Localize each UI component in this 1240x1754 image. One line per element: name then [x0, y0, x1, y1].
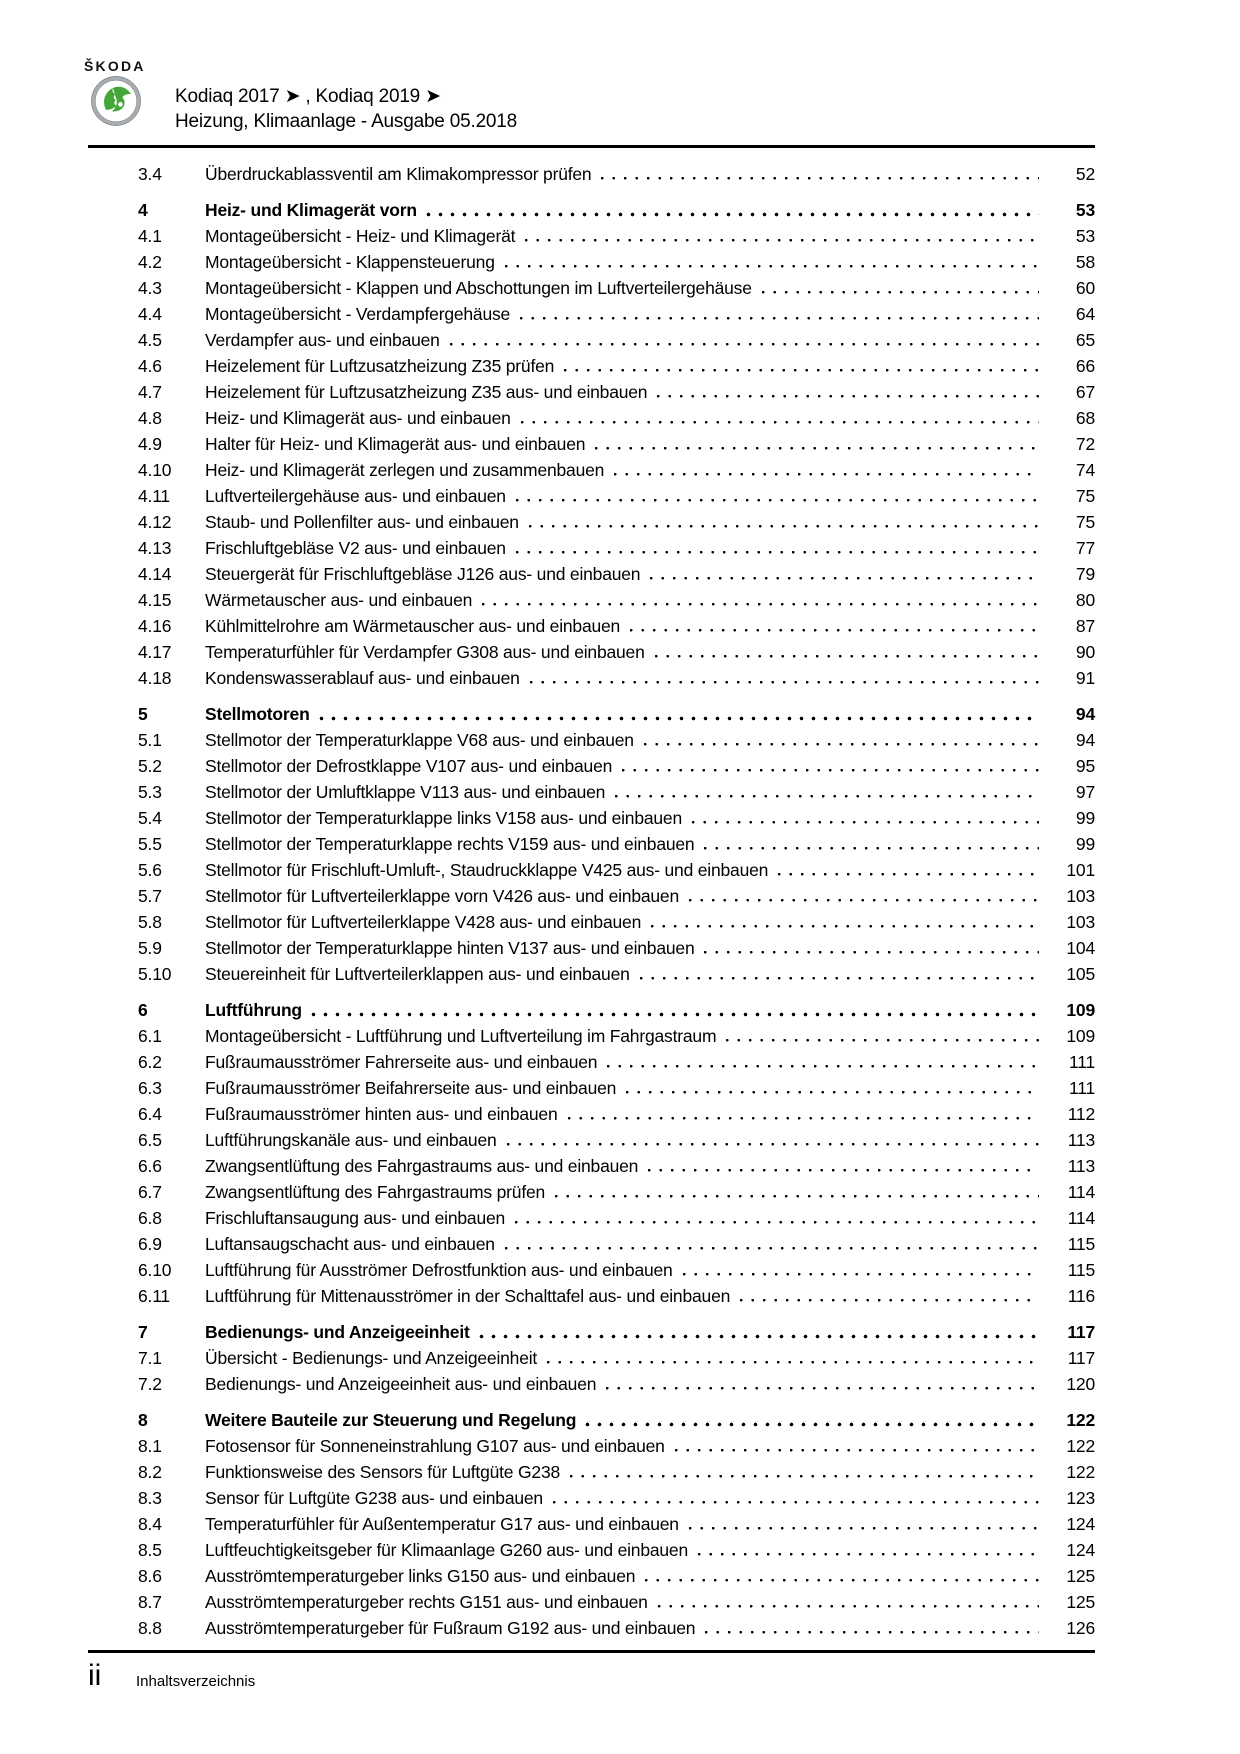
toc-entry-page: 112	[1067, 1104, 1095, 1124]
toc-entry-page: 111	[1068, 1052, 1095, 1072]
toc-entry	[138, 1257, 1095, 1283]
toc-dot-leader	[515, 550, 1039, 555]
toc-dot-leader	[777, 872, 1039, 877]
toc-entry	[138, 561, 1095, 587]
toc-entry-title: Ausströmtemperaturgeber rechts G151 aus- und einbauen	[205, 1592, 648, 1612]
toc-entry	[138, 909, 1095, 935]
toc-entry-title: Zwangsentlüftung des Fahrgastraums prüfen	[205, 1182, 546, 1202]
toc-entry-title: Stellmotor für Luftverteilerklappe V428 aus- und einbauen	[205, 912, 642, 932]
toc-entry-page: 53	[1075, 226, 1095, 246]
toc-dot-leader	[704, 1630, 1039, 1635]
toc-entry	[138, 727, 1095, 753]
toc-entry-title: Montageübersicht - Heiz- und Klimagerät	[205, 226, 516, 246]
toc-entry-number: 8.4	[138, 1514, 162, 1534]
toc-entry-page: 113	[1067, 1130, 1095, 1150]
toc-entry	[138, 1459, 1095, 1485]
toc-dot-leader	[656, 394, 1039, 399]
toc-entry-number: 5	[138, 704, 148, 724]
toc-entry-number: 4.13	[138, 538, 172, 558]
header-divider	[88, 145, 1095, 148]
toc-dot-leader	[552, 1500, 1039, 1505]
toc-entry	[138, 701, 1095, 727]
toc-entry-page: 109	[1066, 1000, 1095, 1020]
toc-entry-number: 6.2	[138, 1052, 162, 1072]
toc-entry-page: 97	[1075, 782, 1095, 802]
toc-entry	[138, 753, 1095, 779]
toc-entry-page: 120	[1066, 1374, 1095, 1394]
toc-entry-title: Temperaturfühler für Außentemperatur G17 aus- und einbauen	[205, 1514, 679, 1534]
toc-dot-leader	[739, 1298, 1039, 1303]
toc-dot-leader	[621, 768, 1039, 773]
toc-dot-leader	[654, 654, 1039, 659]
toc-entry-title: Fußraumausströmer Beifahrerseite aus- und einbauen	[205, 1078, 617, 1098]
toc-entry-number: 5.6	[138, 860, 162, 880]
toc-entry-title: Montageübersicht - Klappen und Abschottungen im Luftverteilergehäuse	[205, 278, 752, 298]
toc-entry-title: Temperaturfühler für Verdampfer G308 aus- und einbauen	[205, 642, 645, 662]
toc-entry	[138, 1371, 1095, 1397]
toc-entry-number: 5.8	[138, 912, 162, 932]
toc-entry-number: 4.11	[138, 486, 170, 506]
toc-dot-leader	[554, 1194, 1039, 1199]
toc-entry-title: Montageübersicht - Verdampfergehäuse	[205, 304, 511, 324]
toc-entry	[138, 161, 1095, 187]
toc-entry	[138, 961, 1095, 987]
toc-entry-number: 8.6	[138, 1566, 162, 1586]
toc-entry	[138, 1179, 1095, 1205]
toc-entry-number: 6.8	[138, 1208, 162, 1228]
toc-dot-leader	[639, 976, 1039, 981]
toc-entry-number: 4.12	[138, 512, 172, 532]
toc-entry-title: Luftführungskanäle aus- und einbauen	[205, 1130, 497, 1150]
toc-entry-number: 6.6	[138, 1156, 162, 1176]
toc-dot-leader	[594, 446, 1039, 451]
toc-entry-title: Wärmetauscher aus- und einbauen	[205, 590, 473, 610]
toc-dot-leader	[761, 290, 1039, 295]
toc-entry	[138, 1485, 1095, 1511]
skoda-logo	[84, 58, 174, 127]
toc-entry-number: 4	[138, 200, 148, 220]
toc-entry	[138, 301, 1095, 327]
toc-entry	[138, 1101, 1095, 1127]
toc-dot-leader	[691, 820, 1039, 825]
toc-dot-leader	[606, 1064, 1039, 1069]
toc-entry-page: 122	[1066, 1436, 1095, 1456]
toc-entry	[138, 1283, 1095, 1309]
toc-dot-leader	[697, 1552, 1039, 1557]
toc-list	[138, 161, 1095, 1641]
toc-entry-title: Weitere Bauteile zur Steuerung und Regelung	[205, 1410, 577, 1430]
toc-entry-number: 5.7	[138, 886, 162, 906]
toc-entry	[138, 1615, 1095, 1641]
toc-entry	[138, 275, 1095, 301]
toc-entry-page: 122	[1066, 1410, 1095, 1430]
toc-entry-number: 6.3	[138, 1078, 162, 1098]
toc-entry	[138, 1205, 1095, 1231]
toc-dot-leader	[504, 1246, 1039, 1251]
toc-entry-page: 114	[1067, 1208, 1095, 1228]
toc-entry	[138, 1511, 1095, 1537]
toc-entry-title: Montageübersicht - Klappensteuerung	[205, 252, 495, 272]
toc-entry-number: 4.3	[138, 278, 162, 298]
toc-entry-number: 5.1	[138, 730, 162, 750]
toc-dot-leader	[613, 472, 1039, 477]
toc-entry	[138, 857, 1095, 883]
toc-entry-number: 4.5	[138, 330, 162, 350]
toc-entry-title: Kondenswasserablauf aus- und einbauen	[205, 668, 520, 688]
toc-entry-page: 122	[1066, 1462, 1095, 1482]
manual-title: Heizung, Klimaanlage - Ausgabe 05.2018	[175, 111, 518, 132]
toc-entry-page: 124	[1066, 1540, 1095, 1560]
toc-entry-page: 77	[1075, 538, 1095, 558]
toc-entry-page: 104	[1066, 938, 1095, 958]
toc-entry-page: 109	[1066, 1026, 1095, 1046]
toc-dot-leader	[514, 1220, 1039, 1225]
toc-dot-leader	[529, 680, 1039, 685]
skoda-wordmark: ŠKODA	[84, 58, 146, 74]
toc-entry-number: 6.4	[138, 1104, 162, 1124]
toc-entry-number: 8.3	[138, 1488, 162, 1508]
toc-entry	[138, 379, 1095, 405]
toc-entry-title: Funktionsweise des Sensors für Luftgüte G238	[205, 1462, 561, 1482]
toc-entry-number: 6.9	[138, 1234, 162, 1254]
toc-entry	[138, 405, 1095, 431]
toc-dot-leader	[605, 1386, 1039, 1391]
toc-entry	[138, 1563, 1095, 1589]
toc-entry-page: 125	[1066, 1566, 1095, 1586]
toc-entry-page: 67	[1075, 382, 1095, 402]
toc-dot-leader	[703, 950, 1039, 955]
toc-entry-page: 105	[1066, 964, 1095, 984]
toc-entry-number: 7.2	[138, 1374, 162, 1394]
toc-entry-title: Stellmotor der Temperaturklappe links V158 aus- und einbauen	[205, 808, 683, 828]
toc-entry-title: Verdampfer aus- und einbauen	[205, 330, 440, 350]
toc-entry-number: 4.1	[138, 226, 162, 246]
toc-entry	[138, 997, 1095, 1023]
toc-dot-leader	[644, 1578, 1039, 1583]
toc-entry-title: Heizelement für Luftzusatzheizung Z35 aus- und einbauen	[205, 382, 648, 402]
toc-entry-title: Fotosensor für Sonneneinstrahlung G107 aus- und einbauen	[205, 1436, 665, 1456]
toc-entry-title: Fußraumausströmer hinten aus- und einbauen	[205, 1104, 558, 1124]
toc-entry-page: 53	[1075, 200, 1095, 220]
toc-dot-leader	[703, 846, 1039, 851]
toc-entry-page: 103	[1066, 912, 1095, 932]
toc-entry	[138, 535, 1095, 561]
toc-entry-title: Übersicht - Bedienungs- und Anzeigeeinheit	[205, 1348, 538, 1368]
toc-entry-page: 117	[1067, 1348, 1095, 1368]
toc-dot-leader	[567, 1116, 1040, 1121]
toc-entry	[138, 1075, 1095, 1101]
toc-dot-leader	[649, 576, 1039, 581]
toc-entry	[138, 509, 1095, 535]
skoda-winged-arrow-icon	[90, 75, 142, 127]
toc-entry-title: Montageübersicht - Luftführung und Luftverteilung im Fahrgastraum	[205, 1026, 717, 1046]
toc-entry-title: Bedienungs- und Anzeigeeinheit	[205, 1322, 470, 1342]
toc-entry	[138, 457, 1095, 483]
toc-dot-leader	[643, 742, 1039, 747]
toc-entry	[138, 831, 1095, 857]
footer-divider	[88, 1650, 1095, 1653]
toc-entry-number: 4.9	[138, 434, 162, 454]
toc-dot-leader	[688, 898, 1039, 903]
toc-dot-leader	[524, 238, 1039, 243]
toc-dot-leader	[647, 1168, 1039, 1173]
toc-dot-leader	[629, 628, 1039, 633]
toc-dot-leader	[569, 1474, 1039, 1479]
toc-dot-leader	[481, 602, 1039, 607]
toc-entry-number: 5.5	[138, 834, 162, 854]
toc-entry-page: 66	[1075, 356, 1095, 376]
toc-entry-number: 4.14	[138, 564, 172, 584]
toc-entry-page: 111	[1068, 1078, 1095, 1098]
toc-entry-page: 80	[1075, 590, 1095, 610]
toc-entry-title: Stellmotor der Temperaturklappe V68 aus- und einbauen	[205, 730, 634, 750]
toc-entry	[138, 613, 1095, 639]
toc-dot-leader	[504, 264, 1039, 269]
toc-entry-number: 4.10	[138, 460, 172, 480]
toc-entry-title: Stellmotor der Temperaturklappe rechts V159 aus- und einbauen	[205, 834, 695, 854]
toc-dot-leader	[515, 498, 1039, 503]
toc-entry-title: Luftverteilergehäuse aus- und einbauen	[205, 486, 506, 506]
toc-entry-page: 115	[1067, 1234, 1095, 1254]
toc-dot-leader	[688, 1526, 1039, 1531]
toc-entry-title: Luftführung für Mittenausströmer in der Schalttafel aus- und einbauen	[205, 1286, 731, 1306]
toc-entry	[138, 883, 1095, 909]
toc-entry	[138, 1153, 1095, 1179]
toc-entry-number: 8.8	[138, 1618, 162, 1638]
toc-entry	[138, 1319, 1095, 1345]
toc-entry	[138, 1023, 1095, 1049]
toc-dot-leader	[519, 316, 1039, 321]
toc-entry-number: 7	[138, 1322, 148, 1342]
toc-entry-title: Stellmotor der Defrostklappe V107 aus- und einbauen	[205, 756, 613, 776]
toc-dot-leader	[614, 794, 1039, 799]
toc-entry	[138, 1231, 1095, 1257]
toc-entry-number: 6.10	[138, 1260, 172, 1280]
toc-dot-leader	[449, 342, 1039, 347]
toc-entry	[138, 249, 1095, 275]
toc-entry-page: 125	[1066, 1592, 1095, 1612]
toc-entry	[138, 353, 1095, 379]
toc-entry-page: 113	[1067, 1156, 1095, 1176]
toc-entry-title: Ausströmtemperaturgeber links G150 aus- und einbauen	[205, 1566, 636, 1586]
toc-entry-number: 4.16	[138, 616, 172, 636]
toc-entry-page: 58	[1075, 252, 1095, 272]
page-number: ii	[88, 1659, 102, 1692]
toc-entry-title: Frischluftgebläse V2 aus- und einbauen	[205, 538, 506, 558]
toc-entry-number: 8.1	[138, 1436, 162, 1456]
toc-entry-page: 91	[1075, 668, 1095, 688]
toc-entry-page: 95	[1075, 756, 1095, 776]
toc-entry-title: Fußraumausströmer Fahrerseite aus- und einbauen	[205, 1052, 598, 1072]
toc-entry-number: 8.7	[138, 1592, 162, 1612]
toc-entry-number: 6.11	[138, 1286, 170, 1306]
toc-dot-leader	[600, 176, 1039, 181]
toc-entry	[138, 1127, 1095, 1153]
toc-entry-page: 79	[1075, 564, 1095, 584]
toc-entry-title: Heiz- und Klimagerät zerlegen und zusammenbauen	[205, 460, 605, 480]
toc-entry-title: Staub- und Pollenfilter aus- und einbauen	[205, 512, 519, 532]
toc-dot-leader	[585, 1422, 1039, 1427]
toc-entry-page: 72	[1075, 434, 1095, 454]
toc-entry-number: 8.2	[138, 1462, 162, 1482]
toc-entry-number: 6	[138, 1000, 148, 1020]
toc-dot-leader	[506, 1142, 1039, 1147]
toc-entry	[138, 327, 1095, 353]
toc-entry-title: Halter für Heiz- und Klimagerät aus- und einbauen	[205, 434, 586, 454]
toc-entry-title: Steuereinheit für Luftverteilerklappen aus- und einbauen	[205, 964, 630, 984]
toc-dot-leader	[426, 212, 1039, 217]
toc-entry-number: 5.10	[138, 964, 172, 984]
model-line: Kodiaq 2017 ➤ , Kodiaq 2019 ➤	[175, 86, 441, 107]
toc-entry-number: 5.3	[138, 782, 162, 802]
toc-entry-page: 75	[1075, 486, 1095, 506]
toc-entry-page: 101	[1066, 860, 1095, 880]
toc-entry	[138, 587, 1095, 613]
toc-dot-leader	[625, 1090, 1039, 1095]
toc-entry	[138, 639, 1095, 665]
toc-entry-title: Heiz- und Klimagerät vorn	[205, 200, 417, 220]
toc-dot-leader	[674, 1448, 1039, 1453]
toc-entry-page: 103	[1066, 886, 1095, 906]
toc-entry	[138, 1537, 1095, 1563]
toc-entry-number: 4.6	[138, 356, 162, 376]
toc-dot-leader	[479, 1334, 1039, 1339]
toc-entry	[138, 1407, 1095, 1433]
toc-entry-title: Stellmotor der Temperaturklappe hinten V137 aus- und einbauen	[205, 938, 695, 958]
toc-entry-title: Ausströmtemperaturgeber für Fußraum G192 aus- und einbauen	[205, 1618, 696, 1638]
toc-dot-leader	[546, 1360, 1039, 1365]
toc-dot-leader	[520, 420, 1039, 425]
toc-entry-page: 114	[1067, 1182, 1095, 1202]
toc-dot-leader	[563, 368, 1039, 373]
toc-entry-page: 116	[1067, 1286, 1095, 1306]
toc-entry-page: 126	[1066, 1618, 1095, 1638]
toc-entry-title: Zwangsentlüftung des Fahrgastraums aus- und einbauen	[205, 1156, 639, 1176]
toc-entry	[138, 1589, 1095, 1615]
toc-entry-page: 124	[1066, 1514, 1095, 1534]
toc-entry-page: 94	[1075, 704, 1095, 724]
toc-entry	[138, 197, 1095, 223]
toc-entry-number: 7.1	[138, 1348, 162, 1368]
toc-dot-leader	[657, 1604, 1039, 1609]
toc-entry-number: 4.2	[138, 252, 162, 272]
toc-dot-leader	[311, 1012, 1039, 1017]
toc-dot-leader	[528, 524, 1039, 529]
toc-entry-number: 6.7	[138, 1182, 162, 1202]
toc-entry-title: Stellmotor für Frischluft-Umluft-, Staudruckklappe V425 aus- und einbauen	[205, 860, 769, 880]
toc-entry-title: Luftführung für Ausströmer Defrostfunktion aus- und einbauen	[205, 1260, 673, 1280]
toc-entry-title: Überdruckablassventil am Klimakompressor prüfen	[205, 164, 592, 184]
toc-entry-number: 3.4	[138, 164, 162, 184]
toc-entry-number: 4.7	[138, 382, 162, 402]
toc-entry-title: Bedienungs- und Anzeigeeinheit aus- und einbauen	[205, 1374, 597, 1394]
toc-entry	[138, 483, 1095, 509]
toc-entry-title: Stellmotor der Umluftklappe V113 aus- und einbauen	[205, 782, 606, 802]
toc-entry-page: 68	[1075, 408, 1095, 428]
toc-entry-title: Luftfeuchtigkeitsgeber für Klimaanlage G260 aus- und einbauen	[205, 1540, 688, 1560]
toc-entry-title: Luftführung	[205, 1000, 302, 1020]
toc-entry-number: 4.17	[138, 642, 172, 662]
toc-entry-number: 5.4	[138, 808, 162, 828]
toc-entry-page: 75	[1075, 512, 1095, 532]
toc-dot-leader	[650, 924, 1039, 929]
document-header	[175, 84, 517, 134]
toc-entry-page: 74	[1075, 460, 1095, 480]
toc-entry	[138, 1433, 1095, 1459]
toc-entry-page: 52	[1075, 164, 1095, 184]
toc-entry-page: 65	[1075, 330, 1095, 350]
toc-entry-page: 117	[1067, 1322, 1095, 1342]
toc-entry-number: 6.1	[138, 1026, 162, 1046]
toc-entry-title: Stellmotor für Luftverteilerklappe vorn V426 aus- und einbauen	[205, 886, 680, 906]
toc-entry-title: Heizelement für Luftzusatzheizung Z35 prüfen	[205, 356, 555, 376]
toc-entry-page: 87	[1075, 616, 1095, 636]
toc-entry-title: Heiz- und Klimagerät aus- und einbauen	[205, 408, 511, 428]
toc-dot-leader	[725, 1038, 1039, 1043]
toc-entry-number: 8.5	[138, 1540, 162, 1560]
toc-entry-page: 60	[1075, 278, 1095, 298]
footer-section-label: Inhaltsverzeichnis	[136, 1673, 256, 1690]
toc-entry-number: 8	[138, 1410, 148, 1430]
toc-dot-leader	[682, 1272, 1039, 1277]
toc-entry	[138, 1345, 1095, 1371]
toc-entry-page: 90	[1075, 642, 1095, 662]
toc-entry-page: 123	[1066, 1488, 1095, 1508]
toc-entry-title: Kühlmittelrohre am Wärmetauscher aus- und einbauen	[205, 616, 621, 636]
toc-entry-number: 5.9	[138, 938, 162, 958]
toc-entry-number: 4.4	[138, 304, 162, 324]
toc-entry	[138, 1049, 1095, 1075]
toc-entry-page: 64	[1075, 304, 1095, 324]
toc-entry	[138, 935, 1095, 961]
toc-entry-number: 4.15	[138, 590, 172, 610]
toc-entry-page: 94	[1075, 730, 1095, 750]
toc-entry	[138, 805, 1095, 831]
toc-entry-page: 115	[1067, 1260, 1095, 1280]
toc-entry	[138, 431, 1095, 457]
toc-entry-number: 6.5	[138, 1130, 162, 1150]
toc-entry-title: Luftansaugschacht aus- und einbauen	[205, 1234, 495, 1254]
toc-entry	[138, 665, 1095, 691]
toc-entry-page: 99	[1075, 808, 1095, 828]
toc-entry-number: 4.8	[138, 408, 162, 428]
toc-entry	[138, 779, 1095, 805]
toc-entry	[138, 223, 1095, 249]
toc-entry-number: 5.2	[138, 756, 162, 776]
toc-entry-number: 4.18	[138, 668, 172, 688]
toc-dot-leader	[319, 716, 1039, 721]
toc-entry-page: 99	[1075, 834, 1095, 854]
toc-entry-title: Frischluftansaugung aus- und einbauen	[205, 1208, 506, 1228]
toc-entry-title: Steuergerät für Frischluftgebläse J126 aus- und einbauen	[205, 564, 641, 584]
toc-entry-title: Sensor für Luftgüte G238 aus- und einbauen	[205, 1488, 543, 1508]
toc-entry-title: Stellmotoren	[205, 704, 310, 724]
